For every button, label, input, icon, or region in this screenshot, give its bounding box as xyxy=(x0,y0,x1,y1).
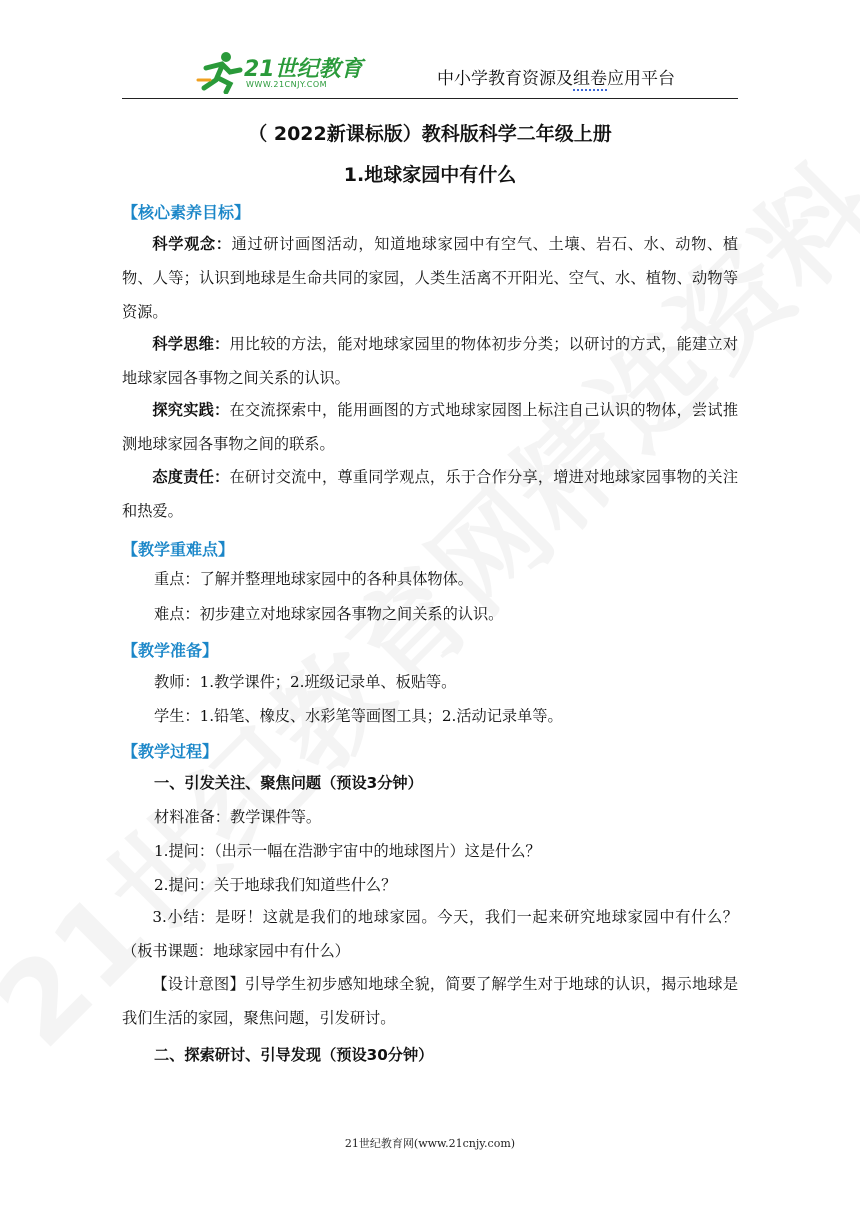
footer: 21世纪教育网(www.21cnjy.com) xyxy=(344,1137,516,1150)
goal-lead: 探究实践： xyxy=(152,401,230,419)
goal-paragraph xyxy=(122,227,738,329)
runner-icon xyxy=(196,50,244,94)
question-1: 1.提问：（出示一幅在浩渺宇宙中的地球图片）这是什么？ xyxy=(154,842,541,860)
lesson-title: 1.地球家园中有什么 xyxy=(343,164,517,186)
goal-lead: 科学思维： xyxy=(152,335,230,353)
goal-lead: 科学观念： xyxy=(152,235,232,253)
goal-text: 在研讨交流中，尊重同学观点，乐于合作分享，增进对地球家园事物的关注和热爱。 xyxy=(122,468,739,520)
key-point: 重点：了解并整理地球家园中的各种具体物体。 xyxy=(154,570,473,588)
goal-text: 用比较的方法，能对地球家园里的物体初步分类；以研讨的方式，能建立对地球家园各事物之间关系的认识。 xyxy=(122,335,739,387)
goal-paragraph xyxy=(122,327,738,395)
part2-title: 二、探索研讨、引导发现（预设30分钟） xyxy=(154,1046,434,1064)
summary-paragraph: 3.小结：是呀！这就是我们的地球家园。今天，我们一起来研究地球家园中有什么？（板书课题：地球家园中有什么） xyxy=(122,908,738,960)
header-divider xyxy=(122,98,738,99)
teacher-prep: 教师：1.教学课件；2.班级记录单、板贴等。 xyxy=(154,673,457,691)
materials-line: 材料准备：教学课件等。 xyxy=(154,808,322,826)
part1-title: 一、引发关注、聚焦问题（预设3分钟） xyxy=(154,774,423,792)
goal-paragraph xyxy=(122,460,738,528)
section-heading-keypoints: 【教学重难点】 xyxy=(122,540,235,559)
document-title: （ 2022新课标版）教科版科学二年级上册 xyxy=(248,123,612,145)
goal-text: 通过研讨画图活动，知道地球家园中有空气、土壤、岩石、水、动物、植物、人等；认识到地球是生命共同的家园，人类生活离不开阳光、空气、水、植物、动物等资源。 xyxy=(122,235,739,321)
logo-url: WWW.21CNJY.COM xyxy=(246,80,328,89)
goal-text: 在交流探索中，能用画图的方式地球家园图上标注自己认识的物体，尝试推测地球家园各事物之间的联系。 xyxy=(122,401,739,453)
goal-paragraph xyxy=(122,393,738,461)
section-heading-process: 【教学过程】 xyxy=(122,742,219,761)
logo xyxy=(196,50,366,98)
design-intent-paragraph: 【设计意图】引导学生初步感知地球全貌，简要了解学生对于地球的认识，揭示地球是我们生活的家园，聚焦问题，引发研讨。 xyxy=(122,975,738,1027)
platform-label-part: 应用平台 xyxy=(607,69,675,89)
platform-label-underlined: 组卷 xyxy=(573,69,607,89)
platform-label xyxy=(437,64,675,89)
section-heading-prep: 【教学准备】 xyxy=(122,641,219,660)
platform-label-part: 中小学教育资源及 xyxy=(437,69,573,89)
section-heading-goals: 【核心素养目标】 xyxy=(122,203,251,222)
logo-text: 21世纪教育 xyxy=(244,57,363,82)
student-prep: 学生：1.铅笔、橡皮、水彩笔等画图工具；2.活动记录单等。 xyxy=(154,707,563,725)
difficult-point: 难点：初步建立对地球家园各事物之间关系的认识。 xyxy=(154,605,504,623)
goal-lead: 态度责任： xyxy=(152,468,230,486)
question-2: 2.提问：关于地球我们知道些什么？ xyxy=(154,876,397,894)
